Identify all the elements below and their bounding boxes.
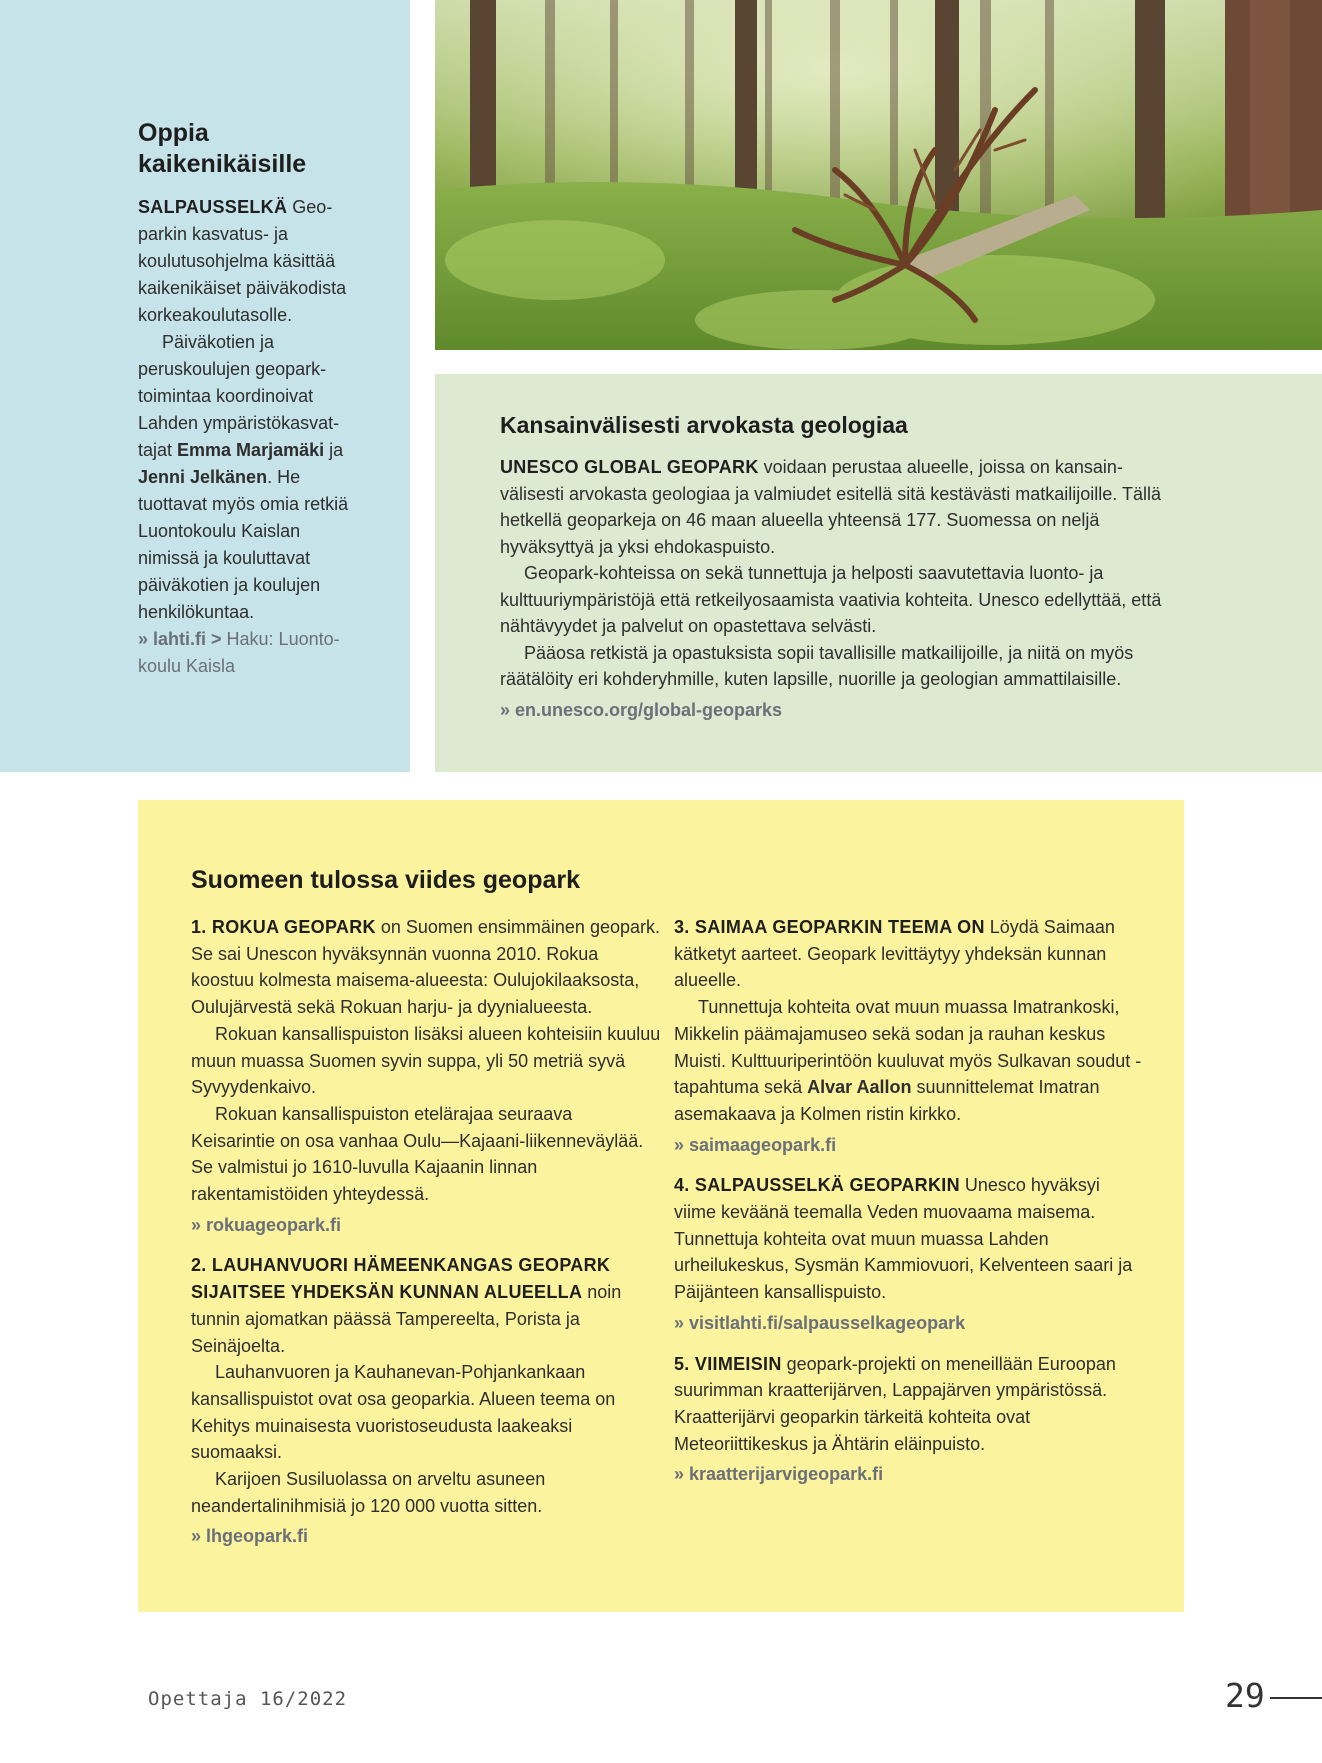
magazine-issue: Opettaja 16/2022 (148, 1688, 348, 1710)
rokua-lead: 1. ROKUA GEOPARK (191, 917, 376, 937)
sidebar-box (0, 0, 410, 772)
saimaa-p2-start: Tunnettuja kohteita ovat muun muassa Imatrankoski, Mikkelin päämajamuseo sekä sodan ja rauhan keskus Muisti. Kulttuuriperintöön kuuluvat myös Sulkavan soudut -tapahtuma sekä (674, 997, 1142, 1098)
unesco-p1: voidaan perustaa alueelle, joissa on kansainvälisesti arvokasta geologiaa ja valmiudet esitellä sitä kestävästi matkailijoille. Tällä hetkellä geoparkeja on 46 maan alueella yhteensä 177. Suomessa on neljä hyväksyttyä ja yksi ehdokaspuisto. (500, 457, 1161, 557)
saimaa-link[interactable]: » saimaageopark.fi (674, 1134, 837, 1155)
unesco-text (500, 454, 1180, 723)
sidebar-p2-end: . He tuottavat myös omia retkiä Luontokoulu Kaislan nimissä ja kouluttavat päiväkotien ja koulujen henkilökuntaa. (138, 467, 349, 622)
person-name: Emma Marjamäki (177, 440, 325, 460)
salpausselka-paragraph (674, 1172, 1144, 1306)
person-name: Alvar Aallon (807, 1077, 912, 1098)
lauhanvuori-paragraph: Karijoen Susiluolassa on arveltu asuneen neandertalinihmisiä jo 120 000 vuotta sitten. (191, 1469, 546, 1516)
viimeisin-lead: 5. VIIMEISIN (674, 1353, 782, 1374)
unesco-link[interactable]: » en.unesco.org/global-geoparks (500, 699, 783, 720)
geoparks-box (138, 800, 1184, 1612)
lauhanvuori-paragraph (191, 1252, 661, 1359)
unesco-title: Kansainvälisesti arvokasta geologiaa (500, 412, 908, 438)
rokua-p1: on Suomen ensimmäinen geopark. Se sai Unescon hyväksynnän vuonna 2010. Rokua koostuu kolmesta maisema-alueesta: Oulujokilaaksosta, Oulujärvestä sekä Rokuan harju- ja dyynialueesta. (191, 917, 660, 1018)
salpausselka-link[interactable]: » visitlahti.fi/salpausselkageopark (674, 1312, 966, 1333)
geoparks-column-left (191, 914, 661, 1550)
sidebar-paragraph (138, 329, 358, 626)
lauhanvuori-lead: 2. LAUHANVUORI HÄMEENKANGAS GEOPARK SIJAITSEE YHDEKSÄN KUNNAN ALUEELLA (191, 1255, 611, 1303)
lahti-link[interactable]: » lahti.fi > (138, 629, 222, 649)
spacer (674, 1337, 1144, 1351)
sidebar-p1: Geoparkin kasvatus- ja koulutusohjelma käsittää kaikenikäiset päiväkodista korkeakoulutasolle. (138, 197, 347, 325)
lauhanvuori-link[interactable]: » lhgeopark.fi (191, 1526, 309, 1547)
unesco-box (435, 374, 1322, 772)
salpausselka-p1: Unesco hyväksyi viime keväänä teemalla Veden muovaama maisema. Tunnettuja kohteita ovat muun muassa Lahden urheilukeskus, Sysmän Kammiovuori, Kelventeen saari ja Päijänteen kansallispuisto. (674, 1175, 1133, 1303)
rokua-link[interactable]: » rokuageopark.fi (191, 1214, 342, 1235)
sidebar-link-line (138, 626, 358, 680)
sidebar-text (138, 194, 358, 680)
saimaa-p1: Löydä Saimaan kätketyt aarteet. Geopark levittäytyy yhdeksän kunnan alueelle. (674, 917, 1115, 991)
spacer (191, 1238, 661, 1252)
viimeisin-p1: geopark-projekti on meneillään Euroopan suurimman kraatterijärven, Lappajärven ympäristössä. Kraatterijärvi geoparkin tärkeitä kohteita ovat Meteoriittikeskus ja Ähtärin eläinpuisto. (674, 1353, 1116, 1454)
unesco-paragraph: Pääosa retkistä ja opastuksista sopii tavallisille matkailijoille, ja niitä on myös räätälöity eri kohderyhmille, kuten lapsille, nuorille ja geologian ammattilaisille. (500, 642, 1134, 689)
spacer (674, 1158, 1144, 1172)
sidebar-lead: SALPAUSSELKÄ (138, 197, 288, 217)
forest-photo-icon (435, 0, 1322, 350)
sidebar-content (138, 118, 358, 680)
link-note: Haku: Luontokoulu Kaisla (138, 629, 340, 676)
saimaa-p2-end: suunnittelemat Imatran asemakaava ja Kolmen ristin kirkko. (674, 1077, 1100, 1124)
page-number-rule (1270, 1697, 1322, 1699)
salpausselka-lead: 4. SALPAUSSELKÄ GEOPARKIN (674, 1175, 960, 1196)
person-name: Jenni Jelkänen (138, 467, 268, 487)
sidebar-p2-start: Päiväkotien ja peruskoulujen geoparktoimintaa koordinoivat Lahden ympäristökasvattajat (138, 332, 340, 460)
viimeisin-link[interactable]: » kraatterijarvigeopark.fi (674, 1464, 884, 1485)
page-number: 29 (1225, 1676, 1265, 1715)
saimaa-paragraph (674, 914, 1144, 994)
sidebar-paragraph (138, 194, 358, 329)
rokua-paragraph: Rokuan kansallispuiston lisäksi alueen kohteisiin kuuluu muun muassa Suomen syvin suppa, yli 50 metriä syvä Syvyydenkaivo. (191, 1023, 661, 1098)
saimaa-paragraph (674, 994, 1144, 1128)
geoparks-title: Suomeen tulossa viides geopark (191, 866, 581, 894)
rokua-paragraph: Rokuan kansallispuiston etelärajaa seuraava Keisarintie on osa vanhaa Oulu—Kajaani-liikenneväylää. Se valmistui jo 1610-luvulla Kajaanin linnan rakentamistöiden yhteydessä. (191, 1103, 644, 1205)
lauhanvuori-paragraph: Lauhanvuoren ja Kauhanevan-Pohjankankaan kansallispuistot ovat osa geoparkia. Alueen teema on Kehitys muinaisesta vuoristoseudusta laakeaksi suomaaksi. (191, 1362, 616, 1463)
saimaa-lead: 3. SAIMAA GEOPARKIN TEEMA ON (674, 917, 985, 937)
rokua-paragraph (191, 914, 661, 1021)
sidebar-p2-mid: ja (324, 440, 344, 460)
lauhanvuori-p1: noin tunnin ajomatkan päässä Tampereelta, Porista ja Seinäjoelta. (191, 1282, 622, 1356)
unesco-lead: UNESCO GLOBAL GEOPARK (500, 457, 759, 477)
unesco-content (500, 410, 1180, 723)
unesco-paragraph: Geopark-kohteissa on sekä tunnettuja ja helposti saavutettavia luonto- ja kulttuuriympäristöjä että retkeilyosaamista vaativia kohteita. Unesco edellyttää, että nähtävyydet ja palvelut on opastettava selvästi. (500, 563, 1162, 636)
sidebar-title: Oppia kaikenikäisille (138, 119, 307, 178)
geoparks-column-right (674, 914, 1144, 1488)
forest-photo (435, 0, 1322, 350)
unesco-paragraph (500, 454, 1180, 560)
viimeisin-paragraph (674, 1351, 1144, 1458)
